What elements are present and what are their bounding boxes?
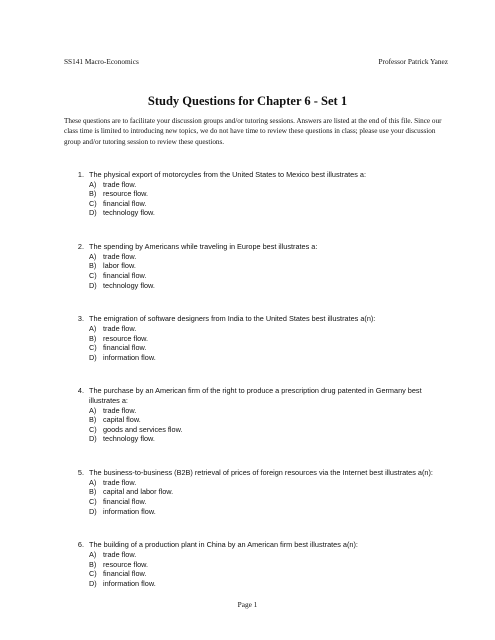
answer-option [89,208,448,218]
question-stem [64,170,448,180]
option-letter: A) [89,323,97,333]
answer-option [89,434,448,444]
question-text: The spending by Americans while traveling in Europe best illustrates a: [89,242,318,252]
option-text: capital flow. [103,415,141,425]
answer-option [89,487,448,497]
answer-option [89,560,448,570]
answer-options [89,478,448,516]
answer-option [89,324,448,334]
option-text: capital and labor flow. [103,487,174,497]
question-item [64,242,448,290]
answer-option [89,507,448,517]
option-text: goods and services flow. [103,424,183,434]
answer-options [89,550,448,588]
question-stem [64,386,448,405]
answer-option [89,497,448,507]
option-letter: C) [89,270,97,280]
option-letter: D) [89,352,97,362]
answer-option [89,569,448,579]
answer-option [89,334,448,344]
option-letter: A) [89,405,97,415]
answer-options [89,252,448,290]
question-item [64,540,448,588]
option-letter: B) [89,261,97,271]
option-letter: A) [89,251,97,261]
option-letter: C) [89,343,97,353]
question-list [64,170,448,613]
page-number: Page 1 [237,600,258,609]
option-letter: D) [89,578,97,588]
question-text: The physical export of motorcycles from the United States to Mexico best illustrates a: [89,170,366,179]
option-text: technology flow. [103,280,155,290]
answer-option [89,180,448,190]
answer-option [89,550,448,560]
course-header: SS141 Macro-Economics [64,57,139,66]
answer-option [89,189,448,199]
option-text: trade flow. [103,251,137,261]
option-text: trade flow. [103,179,137,189]
question-item [64,386,448,444]
answer-option [89,199,448,209]
question-number: 5. [77,468,84,478]
question-text: The business-to-business (B2B) retrieval of prices of foreign resources via the Internet best illustrates a(n): [89,468,433,478]
option-text: technology flow. [103,434,155,444]
answer-option [89,415,448,425]
option-letter: D) [89,434,97,444]
question-item [64,468,448,516]
option-letter: C) [89,569,97,579]
question-item [64,170,448,218]
option-text: financial flow. [103,343,147,353]
question-number: 6. [77,540,84,550]
option-text: resource flow. [103,189,149,199]
answer-option [89,353,448,363]
answer-option [89,425,448,435]
option-text: trade flow. [103,323,137,333]
option-text: trade flow. [103,405,137,415]
question-item [64,314,448,362]
option-text: information flow. [103,352,156,362]
answer-option [89,343,448,353]
option-letter: C) [89,497,97,506]
answer-option [89,406,448,416]
answer-options [89,406,448,444]
answer-option [89,478,448,488]
option-text: resource flow. [103,559,149,569]
option-text: financial flow. [103,270,147,280]
option-text: labor flow. [103,261,136,271]
option-letter: A) [89,549,97,559]
answer-option [89,271,448,281]
question-stem [64,314,448,324]
page-title: Study Questions for Chapter 6 - Set 1 [147,94,348,108]
answer-options [89,180,448,218]
option-letter: C) [89,198,97,208]
option-letter: D) [89,280,97,290]
option-letter: B) [89,487,97,497]
answer-option [89,281,448,291]
answer-options [89,324,448,362]
question-number: 2. [77,242,84,252]
option-text: financial flow. [103,569,147,579]
question-text: The emigration of software designers from India to the United States best illustrates a(n): [89,314,376,324]
question-stem [64,540,448,550]
option-text: trade flow. [103,477,137,487]
option-text: technology flow. [103,208,155,218]
option-text: trade flow. [103,549,137,559]
question-number: 1. [77,170,84,179]
question-number: 3. [77,314,84,324]
answer-option [89,261,448,271]
option-letter: C) [89,424,97,434]
option-letter: B) [89,559,97,569]
question-number: 4. [77,386,84,396]
option-text: information flow. [103,578,156,588]
answer-option [89,252,448,262]
option-text: information flow. [103,506,156,516]
answer-option [89,579,448,589]
question-stem [64,242,448,252]
question-text: The building of a production plant in China by an American firm best illustrates a(n): [89,540,358,550]
option-letter: D) [89,506,97,516]
intro-paragraph: These questions are to facilitate your discussion groups and/or tutoring sessions. Answers are listed at the end of this file. Since our class time is limited to introducing new topics, we do not have time to review these questions in class; please use your discussion group and/or tutoring session to review these questions. [64,117,442,146]
option-letter: B) [89,333,97,343]
option-text: financial flow. [103,198,147,208]
option-letter: B) [89,415,97,425]
option-letter: A) [89,179,97,189]
question-stem [64,468,448,478]
question-text: The purchase by an American firm of the right to produce a prescription drug patented in Germany best illustrates a: [89,386,422,406]
instructor-header: Professor Patrick Yanez [378,57,448,66]
option-letter: A) [89,477,97,487]
option-text: resource flow. [103,333,149,343]
option-letter: B) [89,189,97,199]
option-letter: D) [89,208,97,218]
option-text: financial flow. [103,497,147,506]
